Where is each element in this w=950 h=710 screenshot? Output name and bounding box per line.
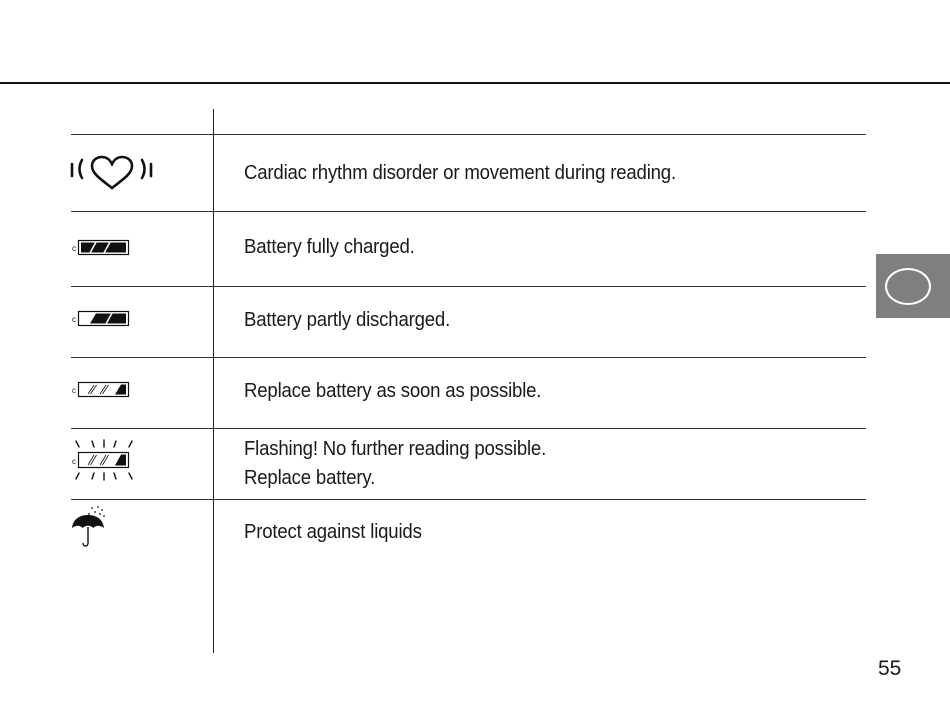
description-battery-flashing-line2: Replace battery. bbox=[244, 467, 376, 489]
umbrella-rain-icon bbox=[70, 505, 110, 551]
description-protect-liquids: Protect against liquids bbox=[244, 521, 422, 543]
svg-text:c: c bbox=[72, 457, 76, 466]
row-divider bbox=[71, 499, 866, 500]
description-battery-partial: Battery partly discharged. bbox=[244, 309, 451, 331]
irregular-heartbeat-icon bbox=[68, 154, 156, 194]
svg-text:c: c bbox=[72, 244, 76, 253]
row-divider bbox=[71, 211, 866, 212]
battery-full-icon bbox=[70, 238, 132, 258]
column-divider bbox=[213, 109, 214, 653]
language-tab bbox=[876, 254, 950, 318]
row-divider bbox=[71, 286, 866, 287]
description-cardiac: Cardiac rhythm disorder or movement during reading. bbox=[244, 162, 676, 184]
top-rule bbox=[0, 82, 950, 84]
battery-low-icon bbox=[70, 380, 132, 400]
row-divider bbox=[71, 428, 866, 429]
battery-flashing-icon bbox=[70, 437, 138, 485]
description-battery-low: Replace battery as soon as possible. bbox=[244, 380, 542, 402]
row-divider bbox=[71, 357, 866, 358]
svg-text:c: c bbox=[72, 315, 76, 324]
battery-partial-icon bbox=[70, 309, 132, 329]
page-number: 55 bbox=[878, 657, 902, 680]
description-battery-flashing-line1: Flashing! No further reading possible. bbox=[244, 438, 547, 460]
description-battery-full: Battery fully charged. bbox=[244, 236, 415, 258]
svg-text:c: c bbox=[72, 386, 76, 395]
row-divider bbox=[71, 134, 866, 135]
language-tab-oval bbox=[885, 268, 931, 305]
